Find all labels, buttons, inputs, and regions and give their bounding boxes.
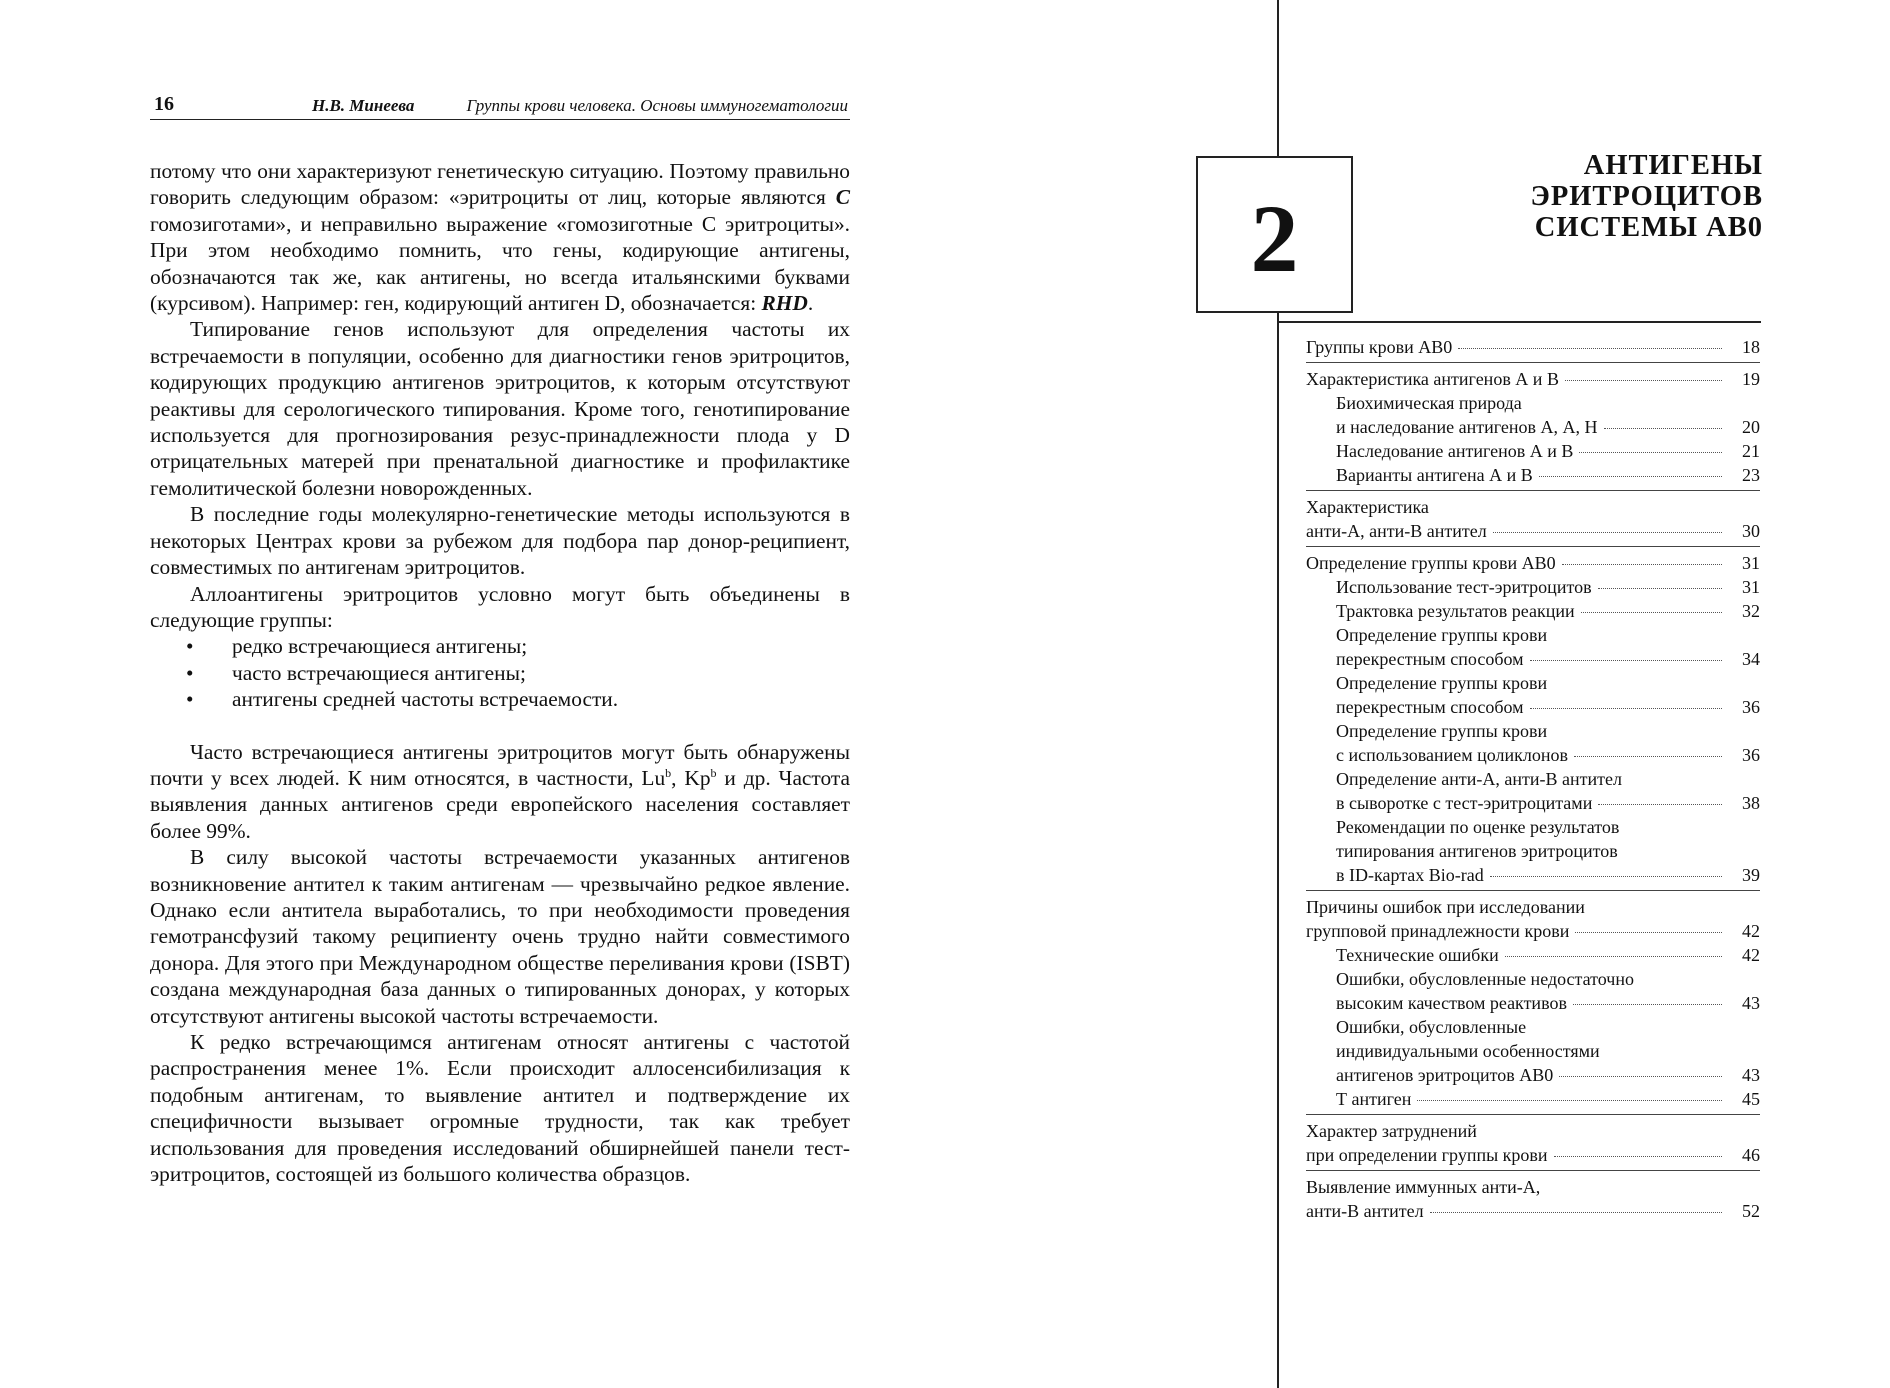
toc-entry-label: Варианты антигена А и В — [1336, 465, 1533, 485]
bullet-icon: • — [186, 660, 194, 685]
toc-page-number: 43 — [1742, 1065, 1760, 1085]
chapter-number: 2 — [1250, 184, 1299, 292]
toc-dot-leader — [1505, 956, 1722, 957]
toc-item[interactable] — [1306, 1175, 1760, 1223]
toc-item[interactable] — [1306, 623, 1760, 671]
list-item — [150, 686, 850, 712]
toc-entry-label: в ID-картах Bio-rad — [1336, 865, 1484, 885]
toc-group — [1306, 335, 1760, 363]
toc-item[interactable] — [1306, 367, 1760, 391]
toc-entry-label: Использование тест-эритроцитов — [1336, 577, 1592, 597]
toc-page-number: 42 — [1742, 921, 1760, 941]
toc-page-number: 31 — [1742, 577, 1760, 597]
paragraph-3: В последние годы молекулярно-генетические методы используются в некоторых Центрах крови за рубежом для подбора пар донор-реципиент, совместимых по антигенам эритроцитов. — [150, 502, 850, 580]
toc-group — [1306, 1119, 1760, 1171]
toc-page-number: 18 — [1742, 337, 1760, 357]
toc-entry-label: групповой принадлежности крови — [1306, 921, 1570, 941]
toc-page-number: 43 — [1742, 993, 1760, 1013]
toc-group — [1306, 895, 1760, 1115]
toc-item[interactable] — [1306, 767, 1760, 815]
toc-item[interactable] — [1306, 1087, 1760, 1111]
toc-dot-leader — [1493, 532, 1722, 533]
toc-item[interactable] — [1306, 391, 1760, 439]
toc-entry-text: Характер затруднений — [1306, 1121, 1477, 1141]
toc-group — [1306, 1175, 1760, 1226]
paragraph-1-text-a: потому что они характеризуют генетическую ситуацию. Поэтому правильно говорить следующим образом: «эритроциты от лиц, которые являются — [150, 159, 850, 210]
toc-item[interactable] — [1306, 551, 1760, 575]
paragraph-1-text-c: . — [807, 291, 814, 316]
toc-page-number: 38 — [1742, 793, 1760, 813]
toc-entry-label: с использованием цоликлонов — [1336, 745, 1568, 765]
toc-item[interactable] — [1306, 671, 1760, 719]
toc-page-number: 36 — [1742, 745, 1760, 765]
toc-entry-label: перекрестным способом — [1336, 649, 1524, 669]
toc-item[interactable] — [1306, 943, 1760, 967]
toc-entry-text: индивидуальными особенностями — [1336, 1041, 1600, 1061]
toc-entry-text: Причины ошибок при исследовании — [1306, 897, 1585, 917]
toc-dot-leader — [1604, 428, 1722, 429]
toc-page-number: 45 — [1742, 1089, 1760, 1109]
toc-dot-leader — [1490, 876, 1722, 877]
toc-top-rule — [1277, 321, 1761, 323]
toc-dot-leader — [1559, 1076, 1722, 1077]
toc-entry-text: Ошибки, обусловленные — [1336, 1017, 1527, 1037]
toc-dot-leader — [1581, 612, 1722, 613]
paragraph-5 — [150, 739, 850, 845]
paragraph-6: В силу высокой частоты встречаемости указанных антигенов возникновение антител к таким антигенам — чрезвычайно редкое явление. Однако если антитела выработались, то при необходимости проведения гемотрансфузий такому реципиенту очень трудно найти совместимого донора. Для этого при Международном обществе переливания крови (ISBT) создана международная база данных о типированных донорах, у которых отсутствуют антигены высокой частоты встречаемости. — [150, 845, 850, 1028]
paragraph-4: Аллоантигены эритроцитов условно могут быть объединены в следующие группы: — [150, 581, 850, 632]
table-of-contents — [1306, 335, 1760, 1230]
header-book-title: Группы крови человека. Основы иммуногематологии — [466, 96, 848, 115]
toc-dot-leader — [1574, 756, 1722, 757]
toc-entry-label: Группы крови АВ0 — [1306, 337, 1453, 357]
superscript-b: b — [710, 765, 717, 780]
toc-group — [1306, 551, 1760, 891]
toc-dot-leader — [1430, 1212, 1722, 1213]
bullet-list — [150, 633, 850, 712]
toc-entry-label: при определении группы крови — [1306, 1145, 1548, 1165]
toc-dot-leader — [1565, 380, 1722, 381]
toc-page-number: 46 — [1742, 1145, 1760, 1165]
toc-entry-label: высоким качеством реактивов — [1336, 993, 1567, 1013]
toc-dot-leader — [1554, 1156, 1722, 1157]
paragraph-1-text-b: гомозиготами», и неправильно выражение «гомозиготные С эритроциты». При этом необходимо помнить, что гены, кодирующие антигены, обозначаются так же, как антигены, но всегда итальянскими буквами (курсивом). Например: ген, кодирующий антиген D, обозначается: — [150, 211, 850, 316]
toc-dot-leader — [1598, 588, 1722, 589]
toc-entry-label: Технические ошибки — [1336, 945, 1499, 965]
paragraph-2: Типирование генов используют для определения частоты их встречаемости в популяции, особенно для диагностики генов эритроцитов, кодирующих продукцию антигенов эритроцитов, к которым отсутствуют реактивы для серологического типирования. Кроме того, генотипирование используется для прогнозирования резус-принадлежности плода у D отрицательных матерей при пренатальной диагностике и профилактике гемолитической болезни новорожденных. — [150, 317, 850, 500]
toc-item[interactable] — [1306, 1119, 1760, 1167]
toc-item[interactable] — [1306, 815, 1760, 887]
toc-group — [1306, 367, 1760, 491]
paragraph-gap — [150, 713, 850, 739]
toc-page-number: 34 — [1742, 649, 1760, 669]
bullet-icon: • — [186, 687, 194, 712]
list-item-text: антигены средней частоты встречаемости. — [232, 687, 619, 712]
paragraph-5-text-b: , Kp — [671, 765, 711, 790]
toc-dot-leader — [1458, 348, 1722, 349]
toc-entry-label: антигенов эритроцитов АВ0 — [1336, 1065, 1554, 1085]
toc-dot-leader — [1562, 564, 1722, 565]
toc-entry-text: Характеристика — [1306, 497, 1429, 517]
toc-entry-label: Трактовка результатов реакции — [1336, 601, 1575, 621]
paragraph-7: К редко встречающимся антигенам относят антигены с частотой распространения менее 1%. Если происходит аллосенсибилизация к подобным антигенам, то выявление антител и подтверждение их специфичности вызывает огромные трудности, так как требует использования для проведения исследований обширнейшей панели тест-эритроцитов, состоящей из большого количества образцов. — [150, 1030, 850, 1187]
toc-page-number: 30 — [1742, 521, 1760, 541]
toc-page-number: 52 — [1742, 1201, 1760, 1221]
toc-page-number: 32 — [1742, 601, 1760, 621]
toc-entry-text: Выявление иммунных анти-А, — [1306, 1177, 1541, 1197]
toc-entry-text: Определение группы крови — [1336, 721, 1548, 741]
toc-entry-text: Определение группы крови — [1336, 625, 1548, 645]
toc-page-number: 36 — [1742, 697, 1760, 717]
toc-item[interactable] — [1306, 335, 1760, 359]
toc-entry-text: Рекомендации по оценке результатов — [1336, 817, 1620, 837]
header-author: Н.В. Минеева — [312, 96, 415, 115]
toc-entry-label: анти-А, анти-В антител — [1306, 521, 1487, 541]
list-item-text: часто встречающиеся антигены; — [232, 660, 526, 685]
running-header — [150, 93, 850, 120]
list-item — [150, 660, 850, 686]
toc-entry-text: типирования антигенов эритроцитов — [1336, 841, 1618, 861]
toc-entry-label: Т антиген — [1336, 1089, 1412, 1109]
toc-entry-label: перекрестным способом — [1336, 697, 1524, 717]
gene-c-bold: C — [835, 185, 850, 210]
toc-dot-leader — [1530, 660, 1722, 661]
chapter-number-box — [1196, 156, 1353, 313]
paragraph-5-text-a: Часто встречающиеся антигены эритроцитов могут быть обнаружены почти у всех людей. К ним относятся, в частности, Lu — [150, 739, 850, 790]
toc-page-number: 23 — [1742, 465, 1760, 485]
chapter-title-line: ЭРИТРОЦИТОВ — [1530, 181, 1763, 212]
toc-item[interactable] — [1306, 439, 1760, 463]
list-item — [150, 633, 850, 659]
toc-item[interactable] — [1306, 967, 1760, 1015]
toc-dot-leader — [1573, 1004, 1722, 1005]
toc-entry-label: и наследование антигенов А, А, Н — [1336, 417, 1598, 437]
toc-entry-text: Определение группы крови — [1336, 673, 1548, 693]
body-text — [150, 158, 850, 1187]
toc-item[interactable] — [1306, 575, 1760, 599]
toc-item[interactable] — [1306, 463, 1760, 487]
toc-page-number: 39 — [1742, 865, 1760, 885]
list-item-text: редко встречающиеся антигены; — [232, 634, 528, 659]
toc-page-number: 19 — [1742, 369, 1760, 389]
toc-entry-label: анти-В антител — [1306, 1201, 1424, 1221]
toc-item[interactable] — [1306, 719, 1760, 767]
toc-item[interactable] — [1306, 495, 1760, 543]
toc-item[interactable] — [1306, 895, 1760, 943]
chapter-title — [1443, 150, 1763, 243]
gene-rhd-bold: RHD — [761, 291, 808, 316]
toc-entry-label: Характеристика антигенов А и В — [1306, 369, 1559, 389]
toc-entry-label: Определение группы крови АВ0 — [1306, 553, 1556, 573]
toc-dot-leader — [1575, 932, 1722, 933]
left-page — [150, 0, 850, 1388]
toc-page-number: 42 — [1742, 945, 1760, 965]
toc-item[interactable] — [1306, 1015, 1760, 1087]
toc-entry-text: Ошибки, обусловленные недостаточно — [1336, 969, 1634, 989]
superscript-b: b — [665, 765, 672, 780]
toc-page-number: 21 — [1742, 441, 1760, 461]
page-number: 16 — [154, 93, 174, 115]
toc-entry-label: в сыворотке с тест-эритроцитами — [1336, 793, 1593, 813]
toc-group — [1306, 495, 1760, 547]
bullet-icon: • — [186, 634, 194, 659]
paragraph-5-text-c: и др. Частота выявления данных антигенов среди европейского населения составляет более 99%. — [150, 765, 851, 843]
toc-dot-leader — [1579, 452, 1722, 453]
toc-dot-leader — [1530, 708, 1722, 709]
toc-dot-leader — [1539, 476, 1722, 477]
chapter-title-line: СИСТЕМЫ АВ0 — [1534, 212, 1763, 243]
toc-page-number: 31 — [1742, 553, 1760, 573]
toc-dot-leader — [1598, 804, 1722, 805]
paragraph-1 — [150, 158, 850, 316]
toc-page-number: 20 — [1742, 417, 1760, 437]
toc-entry-text: Биохимическая природа — [1336, 393, 1522, 413]
toc-entry-text: Определение анти-А, анти-В антител — [1336, 769, 1622, 789]
chapter-title-line: АНТИГЕНЫ — [1583, 150, 1763, 181]
toc-item[interactable] — [1306, 599, 1760, 623]
toc-dot-leader — [1417, 1100, 1722, 1101]
toc-entry-label: Наследование антигенов А и В — [1336, 441, 1574, 461]
